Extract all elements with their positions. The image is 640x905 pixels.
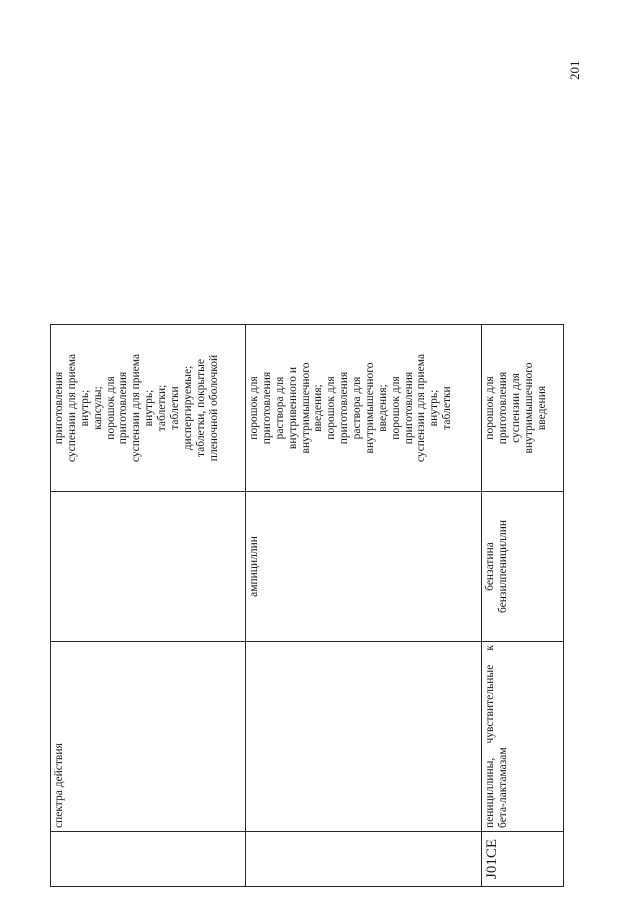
atc-code-cell [482, 832, 564, 887]
drug-table [50, 324, 564, 887]
table-row [246, 325, 482, 887]
pharm-group-cell [246, 642, 482, 832]
page-number: 201 [567, 60, 582, 80]
dosage-form-line: раствора для [351, 376, 363, 440]
dosage-form-line: внутривенного и [286, 366, 299, 450]
dosage-form-line: приготовления [260, 371, 273, 445]
pharm-group-cell: спектра действия [51, 642, 246, 832]
dosage-form-line: приготовления [338, 371, 351, 445]
dosage-form-line: суспензии для приема [65, 353, 78, 463]
dosage-form-line: порошок для [248, 376, 260, 440]
dosage-form-line: раствора для [273, 376, 286, 440]
dosage-form-line: капсулы; [91, 386, 104, 430]
dosage-forms-cell [482, 325, 564, 492]
drug-name-cell: ампициллин [246, 492, 482, 642]
dosage-form-line: пленочной оболочкой [207, 354, 220, 462]
dosage-form-line: таблетки; [156, 384, 168, 432]
drug-name-cell: бензатина бензилпенициллин [482, 492, 564, 642]
dosage-form-line: порошок для [484, 376, 496, 440]
dosage-form-line: внутрь; [428, 389, 441, 427]
dosage-forms-cell [246, 325, 482, 492]
dosage-form-line: диспергируемые; [181, 365, 194, 451]
dosage-form-line: внутримышечного [299, 362, 312, 454]
dosage-form-line: внутрь; [78, 389, 91, 427]
dosage-form-line: введения; [376, 384, 389, 432]
pharm-group-cell: пенициллины, чувствительные к бета-лактамазам [482, 642, 564, 832]
atc-code-cell [246, 832, 482, 887]
dosage-form-line: приготовления [402, 371, 415, 445]
table-row [51, 325, 246, 887]
dosage-form-line: введения; [312, 384, 325, 432]
dosage-form-line: таблетки [168, 386, 181, 430]
table-rotated-wrapper [50, 325, 563, 887]
dosage-form-line: порошок для [389, 376, 402, 440]
atc-code-cell [51, 832, 246, 887]
dosage-form-line: таблетки, покрытые [194, 358, 207, 458]
dosage-form-line: внутрь; [143, 389, 156, 427]
dosage-form-line: приготовления [496, 371, 509, 445]
dosage-form-line: введения [535, 385, 548, 431]
dosage-form-line: суспензии для приема [130, 353, 143, 463]
atc-code-text: J01CE [484, 839, 500, 880]
dosage-form-line: таблетки [441, 386, 454, 430]
dosage-form-line: приготовления [117, 371, 130, 445]
dosage-form-line: суспензии для [509, 373, 522, 443]
dosage-form-line: приготовления [53, 371, 65, 445]
dosage-form-line: порошок для [104, 376, 117, 440]
dosage-form-line: порошок для [325, 376, 338, 440]
dosage-form-line: внутримышечного [522, 362, 535, 454]
dosage-form-line: внутримышечного [363, 362, 376, 454]
dosage-form-line: суспензии для приема [415, 353, 428, 463]
drug-name-cell [51, 492, 246, 642]
dosage-forms-cell [51, 325, 246, 492]
table-row [482, 325, 564, 887]
